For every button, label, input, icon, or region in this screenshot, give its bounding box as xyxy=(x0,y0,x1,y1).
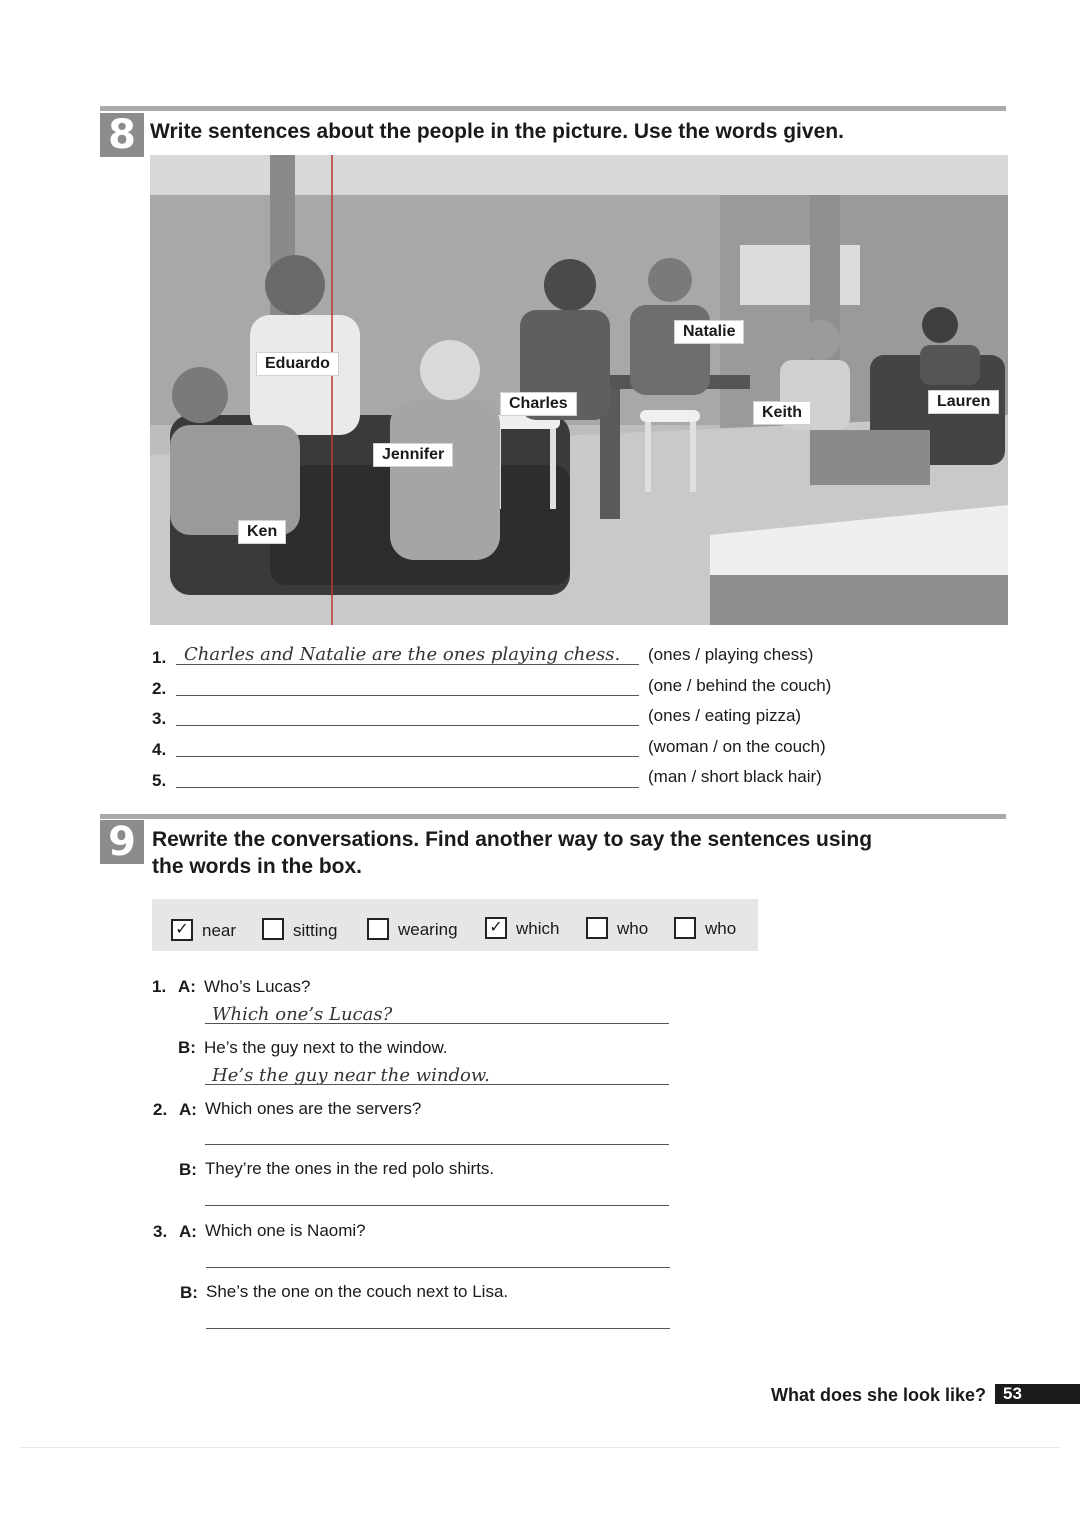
line-b: She’s the one on the couch next to Lisa. xyxy=(206,1282,509,1301)
checkbox-wearing[interactable] xyxy=(367,918,389,940)
speaker-a: A: xyxy=(179,1222,197,1241)
label-natalie: Natalie xyxy=(674,320,744,344)
answer-text: He’s the guy near the window. xyxy=(212,1065,490,1086)
exercise-number-8: 8 xyxy=(100,113,144,157)
label-jennifer: Jennifer xyxy=(373,443,453,467)
answer-line[interactable] xyxy=(205,1143,669,1145)
item-number: 3. xyxy=(152,709,167,728)
word-wearing: wearing xyxy=(398,920,458,939)
answer-line[interactable] xyxy=(205,1204,669,1206)
section-divider xyxy=(100,106,1006,111)
label-keith: Keith xyxy=(753,401,811,425)
checkbox-sitting[interactable] xyxy=(262,918,284,940)
answer-line[interactable] xyxy=(176,786,639,788)
exercise-9-instruction-line1: Rewrite the conversations. Find another way to say the sentences using xyxy=(152,828,873,851)
speaker-b: B: xyxy=(178,1038,196,1057)
illustration-people-room xyxy=(150,155,1008,625)
unit-title: What does she look like? xyxy=(771,1385,987,1405)
answer-line[interactable] xyxy=(206,1327,670,1329)
word-who-2: who xyxy=(705,919,737,938)
line-a: Which ones are the servers? xyxy=(205,1099,422,1118)
item-number: 4. xyxy=(152,740,167,759)
item-hint: (ones / playing chess) xyxy=(648,645,814,664)
word-sitting: sitting xyxy=(293,921,338,940)
line-a: Who’s Lucas? xyxy=(204,977,311,996)
checkbox-which[interactable]: ✓ xyxy=(485,917,507,939)
answer-text: Which one’s Lucas? xyxy=(212,1004,393,1025)
answer-line[interactable] xyxy=(176,694,639,696)
item-number: 1. xyxy=(152,648,167,667)
page-number: 53 xyxy=(995,1384,1080,1404)
label-ken: Ken xyxy=(238,520,286,544)
checkbox-who-1[interactable] xyxy=(586,917,608,939)
answer-line[interactable] xyxy=(205,1022,669,1024)
line-b: They’re the ones in the red polo shirts. xyxy=(205,1159,495,1178)
speaker-a: A: xyxy=(179,1100,197,1119)
item-number: 3. xyxy=(153,1222,168,1241)
item-hint: (one / behind the couch) xyxy=(648,676,832,695)
answer-line[interactable] xyxy=(205,1083,669,1085)
checkbox-who-2[interactable] xyxy=(674,917,696,939)
answer-line[interactable] xyxy=(176,663,639,665)
exercise-9-instruction-line2: the words in the box. xyxy=(152,855,363,878)
word-which: which xyxy=(516,919,560,938)
item-number: 2. xyxy=(153,1100,168,1119)
item-number: 5. xyxy=(152,771,167,790)
answer-line[interactable] xyxy=(206,1266,670,1268)
line-a: Which one is Naomi? xyxy=(205,1221,366,1240)
exercise-number-9: 9 xyxy=(100,820,144,864)
page-bottom-rule xyxy=(20,1447,1060,1448)
speaker-b: B: xyxy=(180,1283,198,1302)
item-hint: (woman / on the couch) xyxy=(648,737,826,756)
speaker-b: B: xyxy=(179,1160,197,1179)
checkbox-near[interactable]: ✓ xyxy=(171,919,193,941)
section-divider xyxy=(100,814,1006,819)
word-near: near xyxy=(202,921,237,940)
exercise-8-instruction: Write sentences about the people in the picture. Use the words given. xyxy=(150,120,844,143)
answer-text: Charles and Natalie are the ones playing chess. xyxy=(184,644,621,665)
word-who-1: who xyxy=(617,919,649,938)
item-hint: (man / short black hair) xyxy=(648,767,822,786)
label-eduardo: Eduardo xyxy=(256,352,339,376)
item-hint: (ones / eating pizza) xyxy=(648,706,802,725)
illustration-scene xyxy=(150,155,1008,625)
item-number: 1. xyxy=(152,977,167,996)
label-lauren: Lauren xyxy=(928,390,999,414)
answer-line[interactable] xyxy=(176,755,639,757)
label-charles: Charles xyxy=(500,392,577,416)
speaker-a: A: xyxy=(178,977,196,996)
item-number: 2. xyxy=(152,679,167,698)
line-b: He’s the guy next to the window. xyxy=(204,1038,448,1057)
answer-line[interactable] xyxy=(176,724,639,726)
